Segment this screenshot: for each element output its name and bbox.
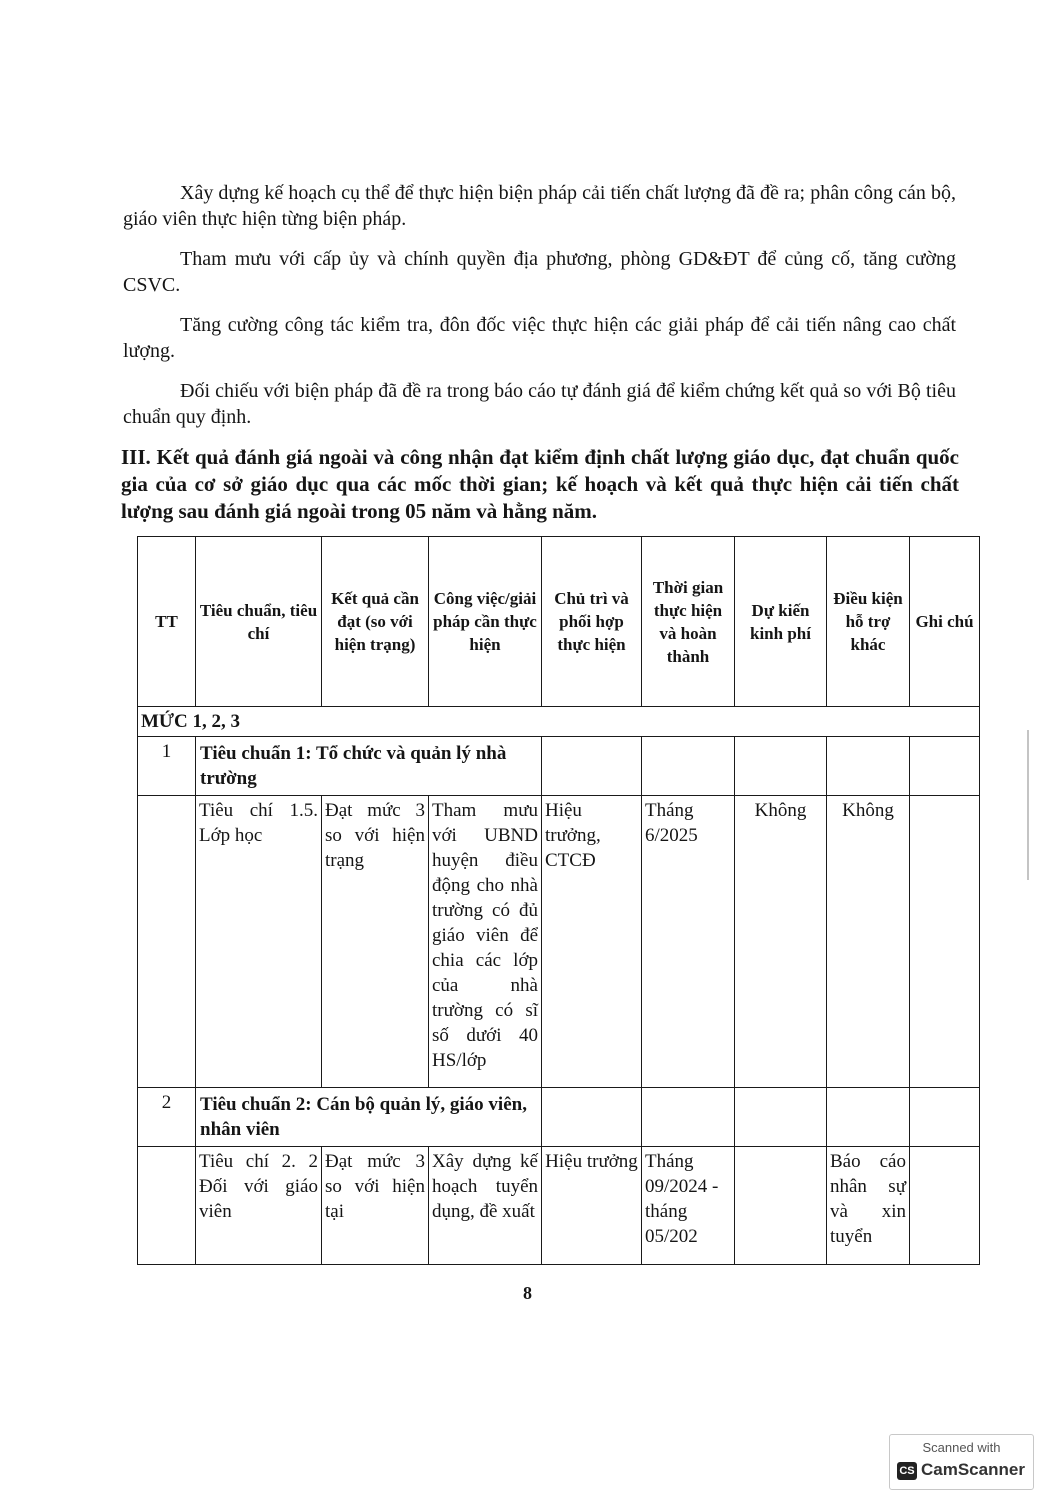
standard-number: 1 (138, 737, 196, 796)
criterion-time: Tháng 09/2024 - tháng 05/202 (642, 1147, 735, 1265)
criterion-responsible: Hiệu trưởng (542, 1147, 642, 1265)
table-header-row (138, 537, 980, 707)
scanned-with-label: Scanned with (922, 1440, 1001, 1455)
standard-row (138, 737, 980, 796)
empty-cell (910, 1088, 980, 1147)
standard-title: Tiêu chuẩn 2: Cán bộ quản lý, giáo viên, nhân viên (196, 1088, 542, 1147)
empty-cell (735, 737, 827, 796)
empty-cell (827, 1088, 910, 1147)
header-note: Ghi chú (910, 537, 980, 707)
criterion-result: Đạt mức 3 so với hiện tại (322, 1147, 429, 1265)
paragraph-inspect: Tăng cường công tác kiểm tra, đôn đốc việc thực hiện các giải pháp để cải tiến nâng cao chất lượng. (123, 314, 956, 362)
criterion-row (138, 796, 980, 1088)
empty-cell (138, 1147, 196, 1265)
paragraph-plan: Xây dựng kế hoạch cụ thể để thực hiện biện pháp cải tiến chất lượng đã đề ra; phân công cán bộ, giáo viên thực hiện từng biện pháp. (123, 182, 956, 230)
level-row (138, 707, 980, 737)
empty-cell (138, 796, 196, 1088)
paragraph-consult: Tham mưu với cấp ủy và chính quyền địa phương, phòng GD&ĐT để củng cố, tăng cường CSVC. (123, 248, 956, 296)
header-standard: Tiêu chuẩn, tiêu chí (196, 537, 322, 707)
criterion-task: Xây dựng kế hoạch tuyển dụng, đề xuất (429, 1147, 542, 1265)
criterion-note (910, 1147, 980, 1265)
camscanner-brand: CamScanner (921, 1460, 1025, 1479)
empty-cell (827, 737, 910, 796)
criterion-time: Tháng 6/2025 (642, 796, 735, 1088)
scan-edge-marks (1024, 730, 1034, 880)
standard-row (138, 1088, 980, 1147)
empty-cell (542, 737, 642, 796)
criterion-budget: Không (735, 796, 827, 1088)
standard-title: Tiêu chuẩn 1: Tổ chức và quản lý nhà trường (196, 737, 542, 796)
criterion-support: Không (827, 796, 910, 1088)
empty-cell (910, 737, 980, 796)
improvement-plan-table (137, 536, 980, 1265)
camscanner-logo-icon: CS (897, 1462, 917, 1480)
camscanner-badge (889, 1434, 1034, 1490)
criterion-name: Tiêu chí 1.5. Lớp học (196, 796, 322, 1088)
empty-cell (642, 737, 735, 796)
header-support: Điều kiện hỗ trợ khác (827, 537, 910, 707)
empty-cell (642, 1088, 735, 1147)
header-expected-result: Kết quả cần đạt (so với hiện trạng) (322, 537, 429, 707)
empty-cell (735, 1088, 827, 1147)
criterion-budget (735, 1147, 827, 1265)
section-heading: III. Kết quả đánh giá ngoài và công nhận đạt kiểm định chất lượng giáo dục, đạt chuẩn quốc gia của cơ sở giáo dục qua các mốc thời gian; kế hoạch và kết quả thực hiện cải tiến chất lượng sau đánh giá ngoài trong 05 năm và hằng năm. (121, 445, 959, 523)
criterion-result: Đạt mức 3 so với hiện trạng (322, 796, 429, 1088)
criterion-row (138, 1147, 980, 1265)
level-label: MỨC 1, 2, 3 (138, 707, 980, 737)
header-time: Thời gian thực hiện và hoàn thành (642, 537, 735, 707)
header-tt: TT (138, 537, 196, 707)
criterion-note (910, 796, 980, 1088)
header-responsible: Chủ trì và phối hợp thực hiện (542, 537, 642, 707)
standard-number: 2 (138, 1088, 196, 1147)
header-budget: Dự kiến kinh phí (735, 537, 827, 707)
empty-cell (542, 1088, 642, 1147)
criterion-name: Tiêu chí 2. 2 Đối với giáo viên (196, 1147, 322, 1265)
criterion-support: Báo cáo nhân sự và xin tuyển (827, 1147, 910, 1265)
paragraph-compare: Đối chiếu với biện pháp đã đề ra trong báo cáo tự đánh giá để kiểm chứng kết quả so với Bộ tiêu chuẩn quy định. (123, 380, 956, 428)
header-task: Công việc/giải pháp cần thực hiện (429, 537, 542, 707)
page-number: 8 (523, 1283, 532, 1303)
criterion-responsible: Hiệu trưởng, CTCĐ (542, 796, 642, 1088)
criterion-task: Tham mưu với UBND huyện điều động cho nhà trường có đủ giáo viên để chia các lớp của nhà trường có sĩ số dưới 40 HS/lớp (429, 796, 542, 1088)
